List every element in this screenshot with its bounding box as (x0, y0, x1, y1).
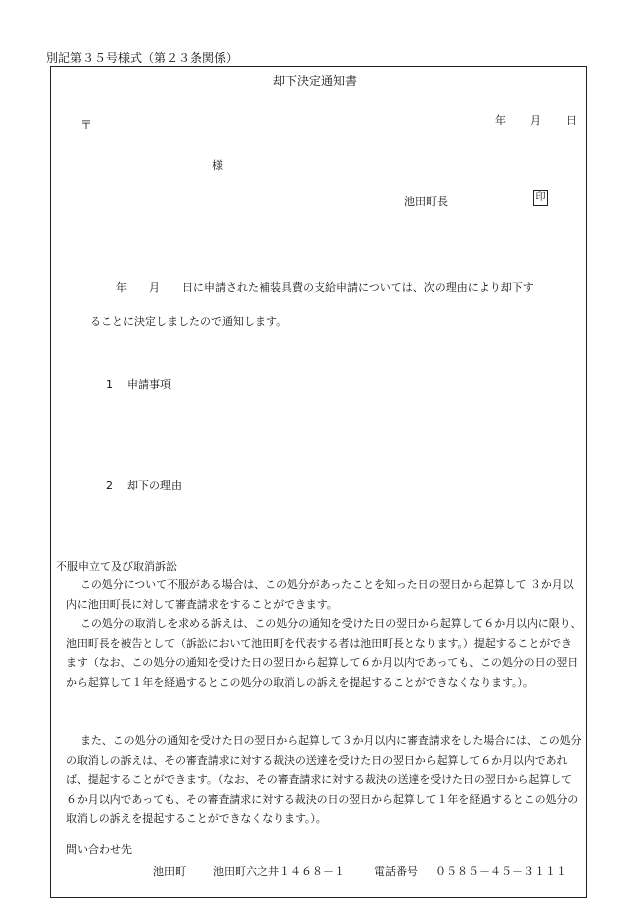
date-year: 年 (495, 114, 506, 127)
contact-address: 池田町六之井１４６８－１ (213, 865, 345, 878)
item-label: 却下の理由 (127, 479, 182, 492)
seal-stamp: 印 (533, 190, 548, 206)
appeal-paragraph-2: この処分の取消しを求める訴えは、この処分の通知を受けた日の翌日から起算して６か月以内に限り、池田町長を被告として（訴訟において池田町を代表する者は池田町長となります。）提起することができます（なお、この処分の通知を受けた日の翌日から起算して６か月以内であっても、この処分の日の翌日から起算して１年を経過するとこの処分の取消しの訴えを提起することができなくなります。）。 (66, 617, 582, 689)
item-number: 1 (106, 378, 113, 391)
body-text-line-1: 年 月 日に申請された補装具費の支給申請については、次の理由により却下す (116, 281, 534, 294)
appeal-heading: 不服申立て及び取消訴訟 (56, 560, 177, 573)
contact-phone: ０５８５－４５－３１１１ (435, 865, 567, 878)
contact-label: 問い合わせ先 (66, 843, 132, 856)
postal-mark: 〒 (80, 118, 93, 132)
appeal-paragraph-3: また、この処分の通知を受けた日の翌日から起算して３か月以内に審査請求をした場合には、この処分の取消しの訴えは、その審査請求に対する裁決の送達を受けた日の翌日から起算して６か月以内であれば、提起することができます。（なお、その審査請求に対する裁決の送達を受けた日の翌日から起算して６か月以内であっても、その審査請求に対する裁決の日の翌日から起算して１年を経過するとこの処分の取消しの訴えを提起することができなくなります。）。 (66, 734, 582, 825)
item-rejection-reason (106, 477, 182, 493)
document-title: 却下決定通知書 (272, 74, 357, 88)
form-reference: 別記第３５号様式（第２３条関係） (46, 51, 239, 65)
addressee-suffix: 様 (212, 159, 223, 172)
date-day: 日 (566, 114, 577, 127)
contact-details (153, 863, 567, 879)
date-month: 月 (530, 114, 541, 127)
contact-office: 池田町 (153, 865, 186, 878)
item-application-matters (106, 376, 171, 392)
item-label: 申請事項 (127, 378, 171, 391)
appeal-paragraph-1: この処分について不服がある場合は、この処分があったことを知った日の翌日から起算して ３か月以内に池田町長に対して審査請求をすることができます。 (66, 578, 574, 611)
body-text-line-2: ることに決定しましたので通知します。 (90, 315, 288, 328)
issuer-name: 池田町長 (404, 195, 448, 208)
contact-phone-label: 電話番号 (374, 865, 418, 878)
item-number: 2 (106, 479, 113, 492)
